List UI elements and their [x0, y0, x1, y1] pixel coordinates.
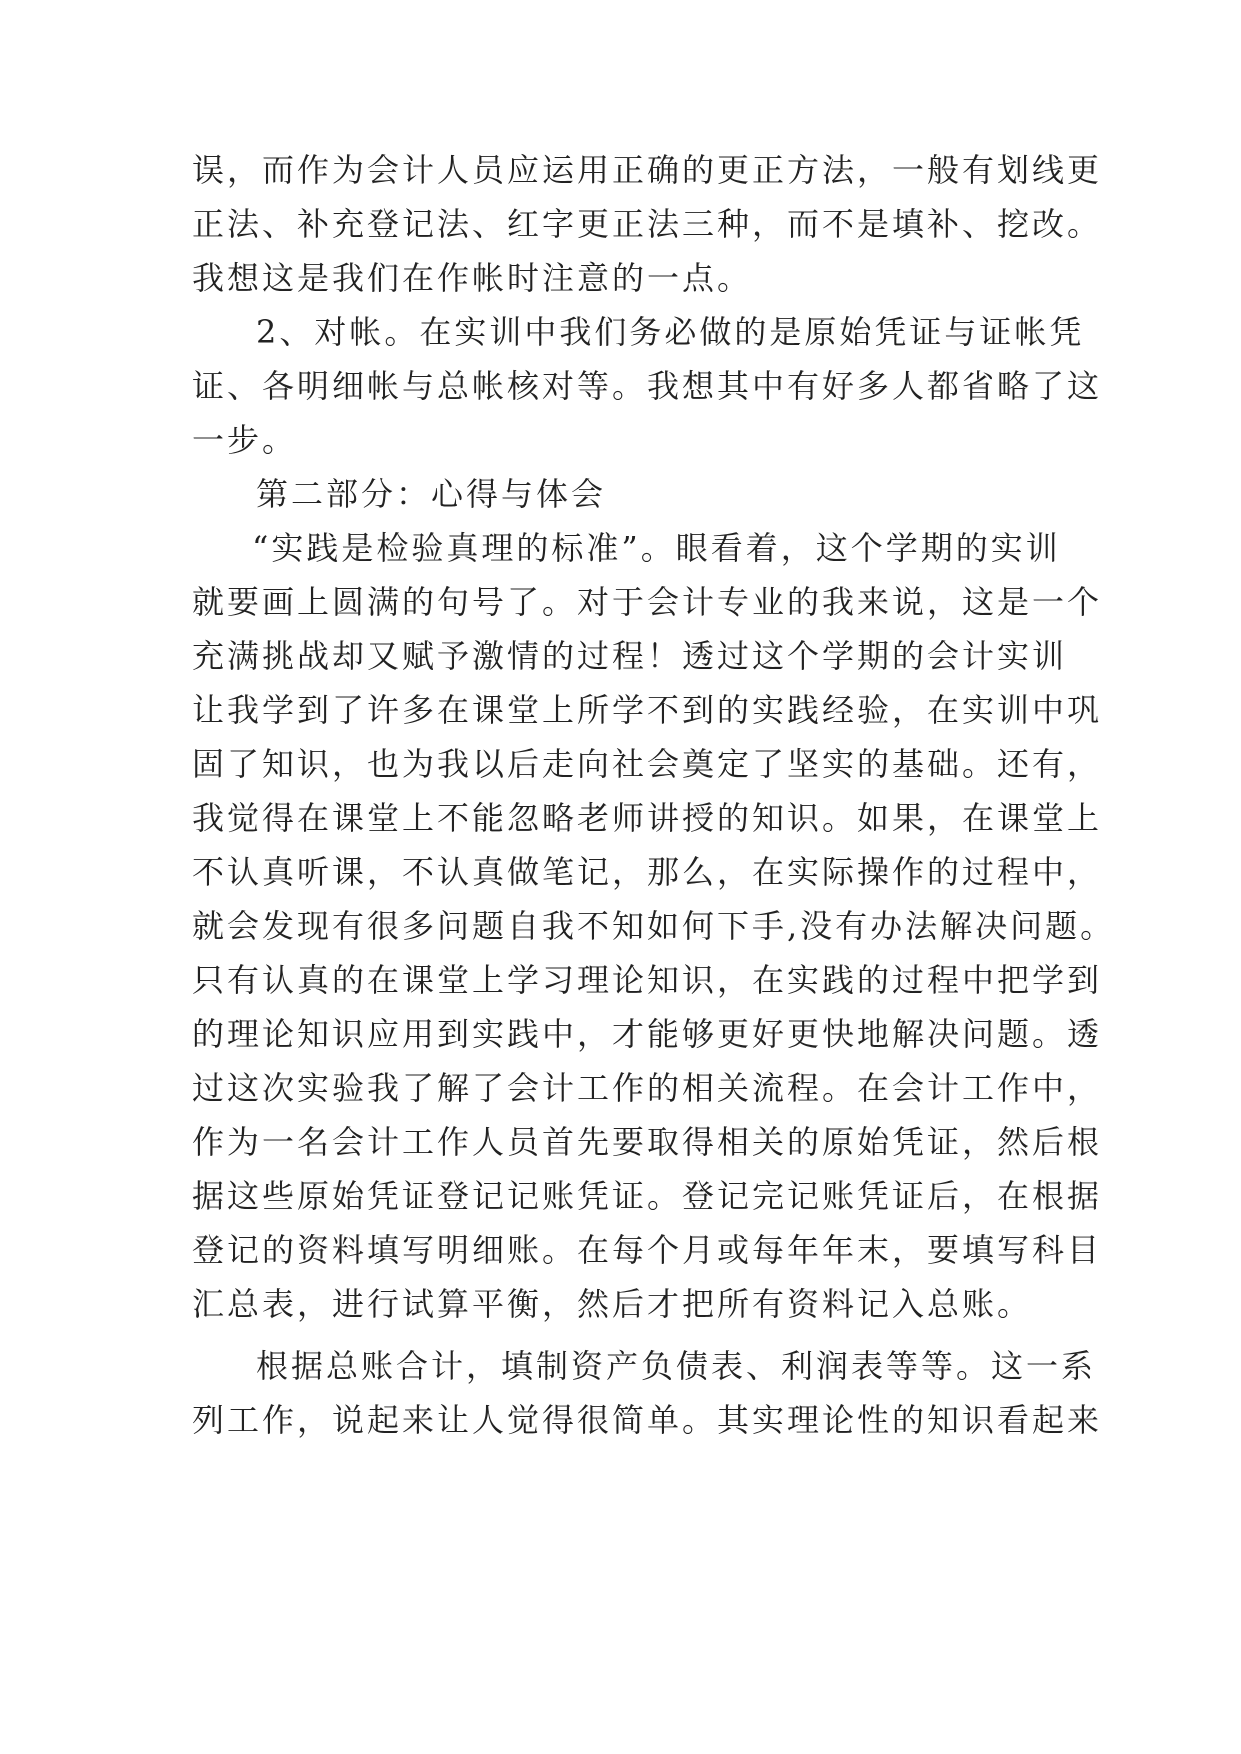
text-line: 只有认真的在课堂上学习理论知识，在实践的过程中把学到 — [192, 961, 1103, 999]
text-line: 我想这是我们在作帐时注意的一点。 — [192, 259, 753, 297]
text-line: 就要画上圆满的句号了。对于会计专业的我来说，这是一个 — [192, 583, 1103, 621]
text-line: “实践是检验真理的标准”。眼看着，这个学期的实训 — [252, 529, 1061, 567]
text-line: 就会发现有很多问题自我不知如何下手,没有办法解决问题。 — [192, 907, 1116, 945]
text-line: 汇总表，进行试算平衡，然后才把所有资料记入总账。 — [192, 1285, 1033, 1323]
text-line: 一步。 — [192, 421, 298, 459]
text-line: 登记的资料填写明细账。在每个月或每年年末，要填写科目 — [192, 1231, 1103, 1269]
text-line: 让我学到了许多在课堂上所学不到的实践经验，在实训中巩 — [192, 691, 1103, 729]
text-line: 过这次实验我了解了会计工作的相关流程。在会计工作中， — [192, 1069, 1103, 1107]
text-line: 据这些原始凭证登记记账凭证。登记完记账凭证后，在根据 — [192, 1177, 1103, 1215]
text-line: 固了知识，也为我以后走向社会奠定了坚实的基础。还有， — [192, 745, 1103, 783]
section-heading: 第二部分：心得与体会 — [256, 475, 607, 513]
text-line: 2、对帐。在实训中我们务必做的是原始凭证与证帐凭 — [256, 313, 1085, 351]
text-line: 的理论知识应用到实践中，才能够更好更快地解决问题。透 — [192, 1015, 1103, 1053]
text-line: 证、各明细帐与总帐核对等。我想其中有好多人都省略了这 — [192, 367, 1103, 405]
text-line: 列工作，说起来让人觉得很简单。其实理论性的知识看起来 — [192, 1401, 1103, 1439]
text-line: 误，而作为会计人员应运用正确的更正方法，一般有划线更 — [192, 151, 1103, 189]
text-line: 正法、补充登记法、红字更正法三种，而不是填补、挖改。 — [192, 205, 1103, 243]
text-line: 不认真听课，不认真做笔记，那么，在实际操作的过程中， — [192, 853, 1103, 891]
text-line: 我觉得在课堂上不能忽略老师讲授的知识。如果，在课堂上 — [192, 799, 1103, 837]
text-line: 根据总账合计，填制资产负债表、利润表等等。这一系 — [256, 1347, 1097, 1385]
text-line: 充满挑战却又赋予激情的过程！透过这个学期的会计实训 — [192, 637, 1068, 675]
text-line: 作为一名会计工作人员首先要取得相关的原始凭证，然后根 — [192, 1123, 1103, 1161]
